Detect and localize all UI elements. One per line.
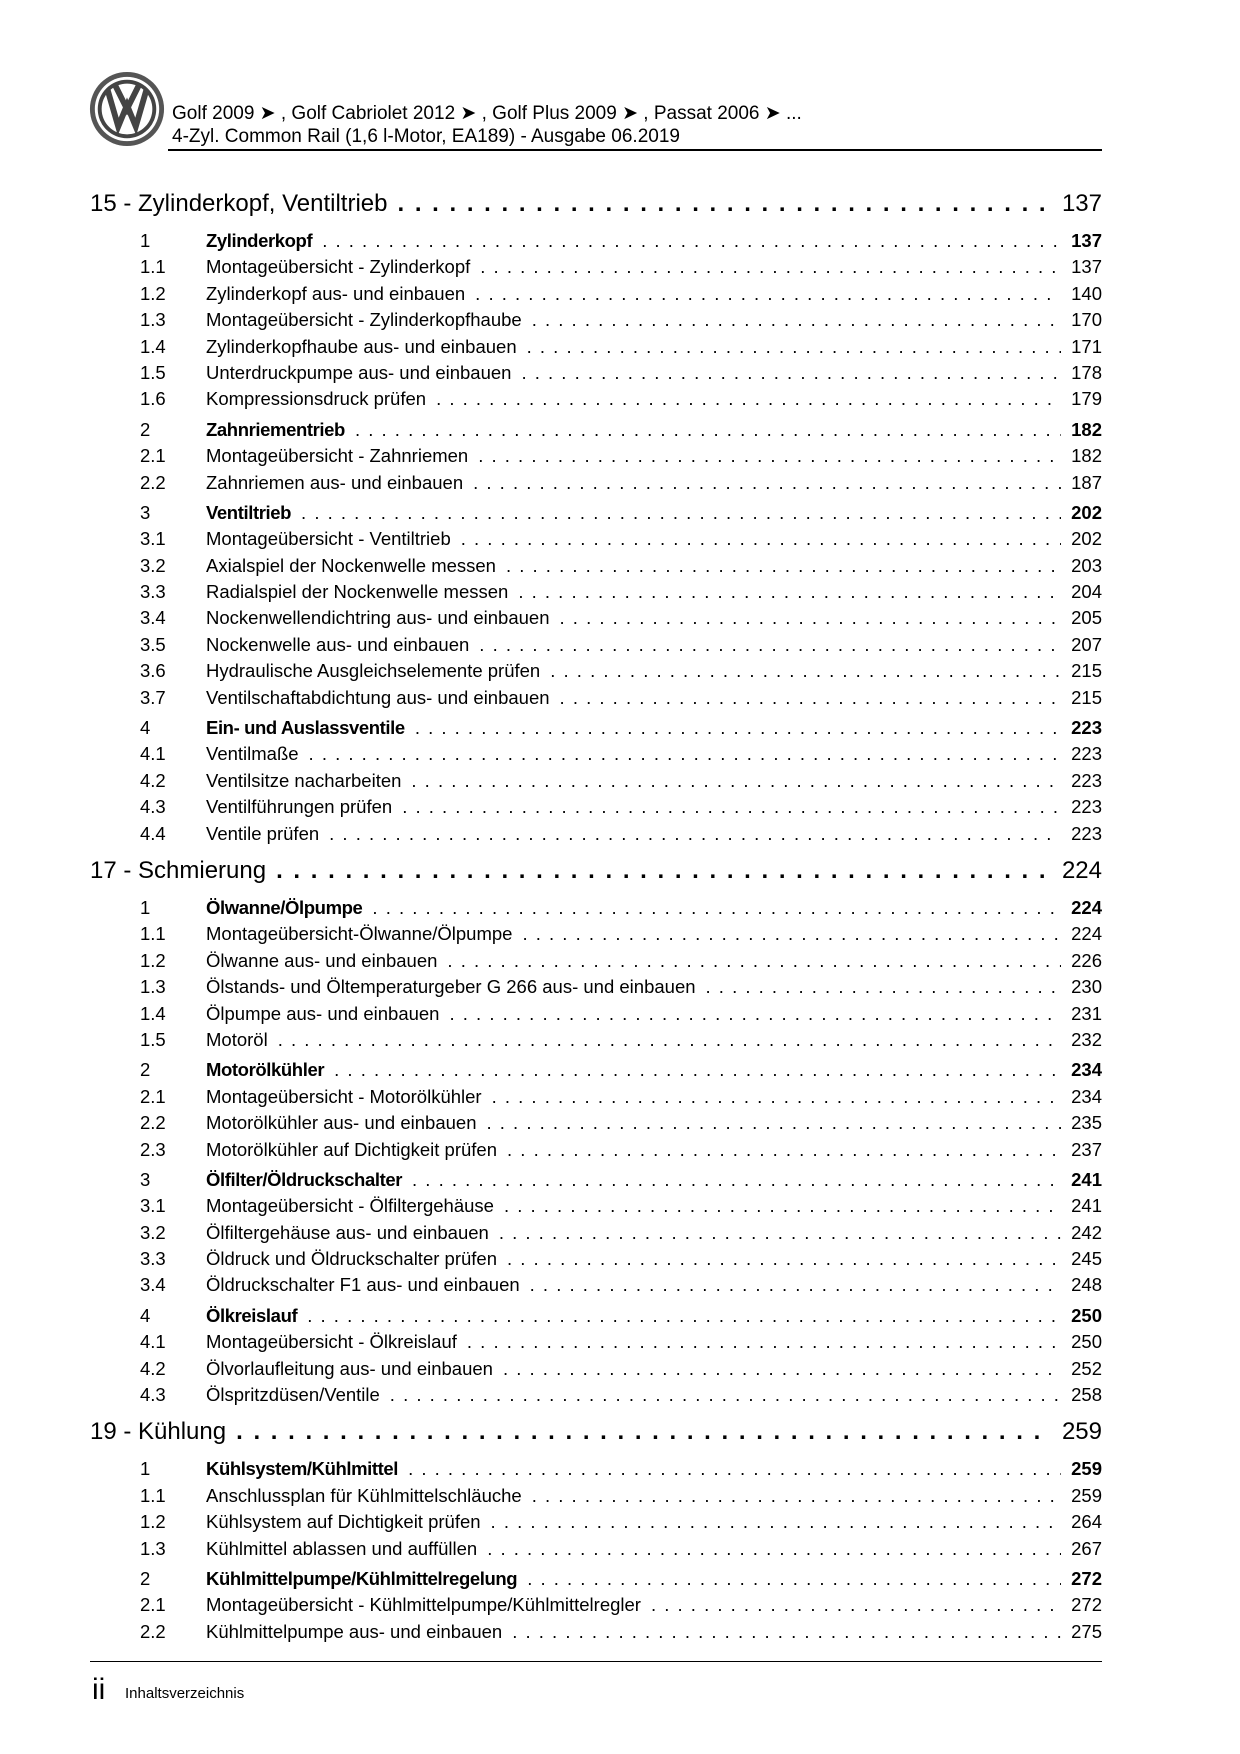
toc-number: 3.3 [140,1248,166,1270]
toc-title: Öldruckschalter F1 aus- und einbauen [206,1274,520,1296]
toc-title: 15 - Zylinderkopf, Ventiltrieb [90,190,388,217]
toc-page-number: 215 [1071,686,1102,708]
toc-title: 19 - Kühlung [90,1418,227,1446]
toc-page-number: 258 [1071,1384,1102,1406]
toc-number: 1.4 [140,1002,166,1024]
toc-number: 1 [140,230,151,251]
toc-chapter[interactable] [90,1418,1102,1454]
toc-title: Öldruck und Öldruckschalter prüfen [206,1248,497,1270]
toc-title: Ventilschaftabdichtung aus- und einbauen [206,686,550,708]
toc-entry[interactable] [90,1112,1102,1138]
toc-number: 3.1 [140,528,166,550]
toc-title: Ventilmaße [206,743,299,765]
toc-entry[interactable] [90,256,1102,282]
toc-page-number: 250 [1071,1331,1102,1353]
toc-number: 1.1 [140,923,166,945]
toc-number: 2.2 [140,1620,166,1642]
toc-dot-leader [329,823,1061,845]
toc-title: Unterdruckpumpe aus- und einbauen [206,361,512,383]
toc-title: Montageübersicht - Kühlmittelpumpe/Kühlmittelregler [206,1594,641,1616]
toc-entry[interactable] [90,1331,1102,1357]
toc-entry[interactable] [90,336,1102,362]
toc-page-number: 259 [1071,1484,1102,1506]
toc-page-number: 223 [1071,822,1102,844]
toc-number: 3.5 [140,633,166,655]
toc-title: Radialspiel der Nockenwelle messen [206,581,509,603]
toc-entry[interactable] [90,770,1102,796]
toc-title: Anschlussplan für Kühlmittelschläuche [206,1484,522,1506]
toc-title: Ventilführungen prüfen [206,796,393,818]
toc-title: Ölwanne aus- und einbauen [206,949,438,971]
toc-entry[interactable] [90,687,1102,713]
toc-page-number: 237 [1071,1138,1102,1160]
toc-entry[interactable] [90,362,1102,388]
toc-entry[interactable] [90,388,1102,414]
toc-title: Nockenwelle aus- und einbauen [206,633,470,655]
toc-page-number: 140 [1071,282,1102,304]
toc-title: Ölpumpe aus- und einbauen [206,1002,440,1024]
toc-dot-leader [521,362,1061,384]
toc-dot-leader [527,336,1062,358]
toc-page-number: 250 [1071,1304,1102,1326]
toc-page-number: 203 [1071,554,1102,576]
toc-dot-leader [532,309,1061,331]
toc-number: 3.2 [140,554,166,576]
toc-page-number: 259 [1061,1418,1102,1446]
toc-number: 1 [140,1458,151,1480]
toc-number: 3.4 [140,1274,166,1296]
toc-dot-leader [436,388,1061,410]
toc-number: 2 [140,418,151,440]
toc-entry[interactable] [90,796,1102,822]
toc-section[interactable] [90,419,1102,445]
toc-title: Zylinderkopfhaube aus- und einbauen [206,335,517,357]
toc-page-number: 223 [1071,743,1102,765]
toc-section[interactable] [90,1169,1102,1195]
toc-number: 1.2 [140,949,166,971]
toc-page-number: 230 [1071,976,1102,998]
toc-dot-leader [415,717,1061,739]
toc-number: 2.3 [140,1138,166,1160]
toc-dot-leader [475,283,1061,305]
toc-number: 1.5 [140,1028,166,1050]
toc-title: Zahnriemen aus- und einbauen [206,471,464,493]
toc-dot-leader [560,607,1062,629]
toc-page-number: 205 [1071,607,1102,629]
toc-entry[interactable] [90,445,1102,471]
toc-dot-leader [651,1594,1061,1616]
toc-title: Montageübersicht - Ölfiltergehäuse [206,1195,494,1217]
toc-title: Ventilsitze nacharbeiten [206,769,402,791]
toc-title: Kühlmittelpumpe aus- und einbauen [206,1620,503,1642]
toc-entry[interactable] [90,1195,1102,1221]
toc-section[interactable] [90,897,1102,923]
toc-number: 3.7 [140,686,166,708]
toc-number: 3.6 [140,660,166,682]
toc-number: 1.6 [140,388,166,410]
toc-section[interactable] [90,1568,1102,1594]
toc-page-number: 275 [1071,1620,1102,1642]
toc-page-number: 235 [1071,1112,1102,1134]
toc-dot-leader [491,1511,1062,1533]
toc-section[interactable] [90,502,1102,528]
toc-title: Montageübersicht - Ölkreislauf [206,1331,457,1353]
toc-page-number: 137 [1071,256,1102,278]
toc-title: Montageübersicht - Zylinderkopfhaube [206,309,522,331]
toc-title: Motorölkühler auf Dichtigkeit prüfen [206,1138,498,1160]
toc-page-number: 224 [1061,856,1102,884]
toc-section[interactable] [90,717,1102,743]
toc-dot-leader [560,687,1062,709]
toc-dot-leader [522,923,1061,945]
toc-page-number: 242 [1071,1221,1102,1243]
toc-title: Ölfiltergehäuse aus- und einbauen [206,1221,489,1243]
toc-title: Hydraulische Ausgleichselemente prüfen [206,660,541,682]
toc-dot-leader [467,1331,1061,1353]
toc-entry[interactable] [90,555,1102,581]
toc-entry[interactable] [90,528,1102,554]
toc-dot-leader [411,770,1061,792]
toc-number: 4.1 [140,743,166,765]
toc-entry[interactable] [90,283,1102,309]
toc-page-number: 182 [1071,418,1102,440]
toc-number: 2 [140,1567,151,1589]
toc-dot-leader [532,1485,1061,1507]
toc-number: 3.4 [140,607,166,629]
toc-entry[interactable] [90,743,1102,769]
toc-dot-leader [372,897,1061,919]
header-rule [168,149,1102,151]
toc-title: Montageübersicht - Zylinderkopf [206,256,471,278]
toc-section[interactable] [90,230,1102,256]
toc-dot-leader [309,743,1062,765]
toc-section[interactable] [90,1458,1102,1484]
toc-dot-leader [473,472,1061,494]
toc-number: 3 [140,501,151,523]
toc-title: Ventiltrieb [206,501,292,523]
toc-dot-leader [486,1112,1061,1134]
toc-entry[interactable] [90,950,1102,976]
toc-dot-leader [397,190,1051,218]
toc-number: 1.2 [140,1511,166,1533]
toc-dot-leader [278,1029,1061,1051]
toc-entry[interactable] [90,1594,1102,1620]
toc-title: Ölwanne/Ölpumpe [206,896,363,918]
toc-dot-leader [499,1222,1061,1244]
toc-page-number: 234 [1071,1059,1102,1081]
toc-entry[interactable] [90,1086,1102,1112]
toc-page-number: 241 [1071,1168,1102,1190]
toc-page-number: 252 [1071,1357,1102,1379]
toc-title: Montageübersicht-Ölwanne/Ölpumpe [206,923,513,945]
toc-page-number: 170 [1071,309,1102,331]
toc-title: Motorölkühler aus- und einbauen [206,1112,477,1134]
toc-dot-leader [706,976,1062,998]
toc-page-number: 259 [1071,1458,1102,1480]
toc-title: Ein- und Auslassventile [206,717,405,739]
toc-number: 2.2 [140,1112,166,1134]
toc-page-number: 224 [1071,896,1102,918]
toc-page-number: 207 [1071,633,1102,655]
footer-page-number: ii [92,1673,106,1706]
toc-number: 4.4 [140,822,166,844]
toc-page-number: 223 [1071,796,1102,818]
toc-dot-leader [355,419,1061,441]
toc-dot-leader [307,1305,1061,1327]
toc-chapter[interactable] [90,857,1102,893]
toc-entry[interactable] [90,634,1102,660]
toc-number: 2.1 [140,1594,166,1616]
toc-title: Ventile prüfen [206,822,320,844]
toc-dot-leader [503,1358,1061,1380]
toc-title: Zylinderkopf aus- und einbauen [206,282,466,304]
toc-page-number: 223 [1071,717,1102,739]
toc-dot-leader [506,555,1061,577]
toc-dot-leader [449,1003,1061,1025]
toc-number: 1.3 [140,1537,166,1559]
toc-page-number: 215 [1071,660,1102,682]
toc-page-number: 245 [1071,1248,1102,1270]
toc-dot-leader [479,634,1061,656]
toc-number: 1.1 [140,256,166,278]
toc-page-number: 179 [1071,388,1102,410]
toc-number: 1.2 [140,282,166,304]
toc-number: 2.1 [140,445,166,467]
toc-title: Nockenwellendichtring aus- und einbauen [206,607,550,629]
toc-title: Kühlmittel ablassen und auffüllen [206,1537,478,1559]
toc-entry[interactable] [90,1003,1102,1029]
toc-dot-leader [402,796,1061,818]
toc-page-number: 187 [1071,471,1102,493]
toc-page-number: 171 [1071,335,1102,357]
toc-dot-leader [512,1621,1061,1643]
toc-title: Montageübersicht - Motorölkühler [206,1085,482,1107]
chapter-gap [90,849,1102,857]
toc-dot-leader [236,1418,1052,1446]
toc-entry[interactable] [90,472,1102,498]
toc-number: 2.2 [140,471,166,493]
toc-dot-leader [447,950,1061,972]
toc-dot-leader [390,1384,1061,1406]
toc-page-number: 202 [1071,528,1102,550]
toc-number: 4.3 [140,1384,166,1406]
footer-rule [90,1661,1102,1662]
chapter-gap [90,1410,1102,1418]
toc-title: Ölvorlaufleitung aus- und einbauen [206,1357,493,1379]
toc-entry[interactable] [90,1538,1102,1564]
toc-dot-leader [301,502,1061,524]
toc-dot-leader [492,1086,1062,1108]
toc-page-number: 223 [1071,769,1102,791]
toc-title: Ölstands- und Öltemperaturgeber G 266 aus- und einbauen [206,976,696,998]
toc-title: Ölkreislauf [206,1304,298,1326]
toc-title: Kühlmittelpumpe/Kühlmittelregelung [206,1567,518,1589]
footer-label: Inhaltsverzeichnis [125,1685,245,1702]
toc-entry[interactable] [90,1511,1102,1537]
toc-page-number: 224 [1071,923,1102,945]
toc-number: 2.1 [140,1085,166,1107]
toc-number: 1 [140,896,151,918]
toc-number: 3.3 [140,581,166,603]
toc-title: Kompressionsdruck prüfen [206,388,427,410]
toc-entry[interactable] [90,1384,1102,1410]
toc-number: 1.4 [140,335,166,357]
toc-entry[interactable] [90,1222,1102,1248]
toc-title: Montageübersicht - Ventiltrieb [206,528,451,550]
toc-title: Zahnriementrieb [206,418,345,440]
toc-entry[interactable] [90,1029,1102,1055]
toc-entry[interactable] [90,1248,1102,1274]
toc-entry[interactable] [90,607,1102,633]
toc-page-number: 137 [1071,230,1102,251]
toc-dot-leader [507,1139,1061,1161]
toc-number: 4.3 [140,796,166,818]
toc-section[interactable] [90,1305,1102,1331]
toc-page-number: 232 [1071,1028,1102,1050]
toc-page-number: 241 [1071,1195,1102,1217]
toc-number: 1.3 [140,976,166,998]
toc-entry[interactable] [90,923,1102,949]
toc-title: Motoröl [206,1028,268,1050]
toc-dot-leader [334,1059,1061,1081]
toc-page-number: 248 [1071,1274,1102,1296]
toc-page-number: 264 [1071,1511,1102,1533]
toc-title: Motorölkühler [206,1059,325,1081]
toc-entry[interactable] [90,581,1102,607]
toc-dot-leader [461,528,1061,550]
toc-number: 4 [140,1304,151,1326]
table-of-contents [90,190,1102,1647]
toc-dot-leader [276,857,1052,885]
toc-page-number: 272 [1071,1594,1102,1616]
toc-title: Axialspiel der Nockenwelle messen [206,554,496,576]
toc-title: Montageübersicht - Zahnriemen [206,445,469,467]
toc-dot-leader [507,1248,1061,1270]
toc-number: 4.2 [140,769,166,791]
toc-number: 3.2 [140,1221,166,1243]
toc-dot-leader [480,256,1061,278]
toc-number: 3 [140,1168,151,1190]
header-engine-edition: 4-Zyl. Common Rail (1,6 l-Motor, EA189) - Ausgabe 06.2019 [172,126,680,147]
toc-number: 3.1 [140,1195,166,1217]
toc-title: Ölspritzdüsen/Ventile [206,1384,380,1406]
toc-number: 1.5 [140,361,166,383]
toc-page-number: 226 [1071,949,1102,971]
toc-number: 1.1 [140,1484,166,1506]
toc-number: 2 [140,1059,151,1081]
toc-entry[interactable] [90,1358,1102,1384]
toc-number: 4.1 [140,1331,166,1353]
toc-title: 17 - Schmierung [90,856,267,884]
toc-title: Kühlsystem auf Dichtigkeit prüfen [206,1511,481,1533]
toc-title: Kühlsystem/Kühlmittel [206,1458,399,1480]
toc-number: 4.2 [140,1357,166,1379]
toc-chapter[interactable] [90,190,1102,226]
toc-dot-leader [412,1169,1061,1191]
toc-page-number: 202 [1071,501,1102,523]
toc-dot-leader [518,581,1061,603]
toc-page-number: 178 [1071,361,1102,383]
toc-page-number: 272 [1071,1567,1102,1589]
toc-dot-leader [408,1458,1061,1480]
toc-dot-leader [478,445,1061,467]
toc-entry[interactable] [90,660,1102,686]
toc-section[interactable] [90,1059,1102,1085]
toc-page-number: 231 [1071,1002,1102,1024]
toc-dot-leader [527,1568,1061,1590]
toc-page-number: 204 [1071,581,1102,603]
toc-dot-leader [530,1274,1061,1296]
toc-page-number: 182 [1071,445,1102,467]
toc-title: Ölfilter/Öldruckschalter [206,1168,403,1190]
vw-logo-icon [88,70,166,148]
toc-entry[interactable] [90,1274,1102,1300]
toc-number: 4 [140,717,151,739]
toc-page-number: 234 [1071,1085,1102,1107]
toc-dot-leader [550,660,1061,682]
toc-entry[interactable] [90,1621,1102,1647]
toc-page-number: 137 [1061,190,1102,217]
toc-page-number: 267 [1071,1537,1102,1559]
toc-title: Zylinderkopf [206,230,313,251]
toc-entry[interactable] [90,309,1102,335]
toc-dot-leader [487,1538,1061,1560]
toc-entry[interactable] [90,976,1102,1002]
toc-dot-leader [504,1195,1061,1217]
toc-entry[interactable] [90,1139,1102,1165]
toc-number: 1.3 [140,309,166,331]
toc-dot-leader [322,230,1061,252]
header-vehicle-models: Golf 2009 ➤ , Golf Cabriolet 2012 ➤ , Golf Plus 2009 ➤ , Passat 2006 ➤ ... [172,103,802,124]
toc-entry[interactable] [90,823,1102,849]
toc-entry[interactable] [90,1485,1102,1511]
